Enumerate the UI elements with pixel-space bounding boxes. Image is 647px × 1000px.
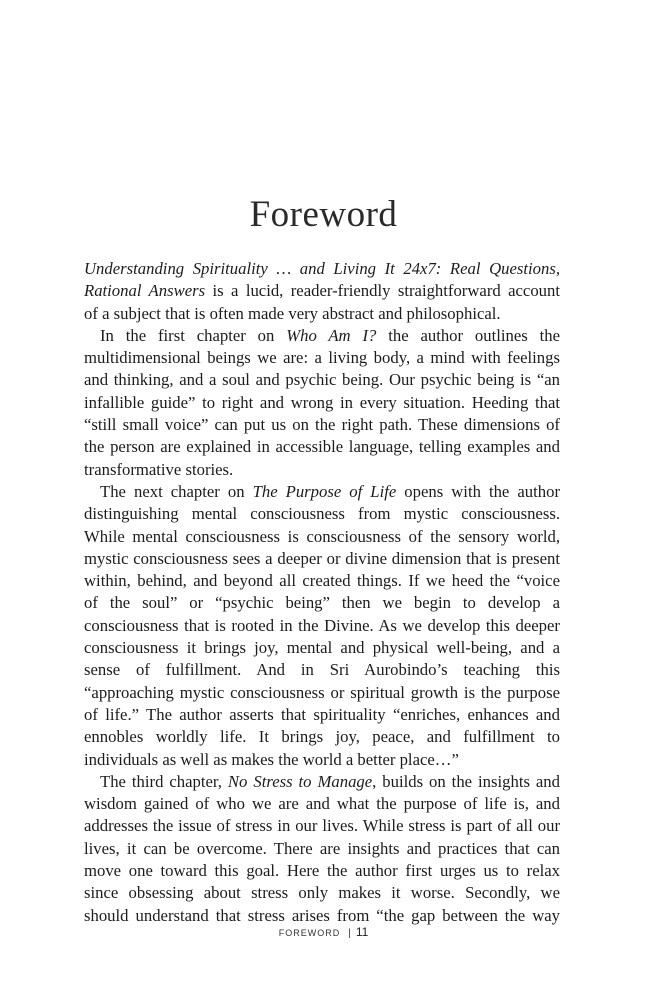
text-run: infallible guide” to right and wrong in every situation. Heeding that: [84, 392, 560, 412]
text-run: wisdom gained of who we are and what the purpose of life is, and: [84, 794, 560, 814]
text-line: [84, 860, 560, 882]
text-run: should understand that stress arises from “the gap between the way: [84, 905, 560, 925]
text-line: [84, 882, 560, 904]
text-run: of a subject that is often made very abstract and philosophical.: [84, 303, 501, 323]
text-line: [84, 481, 560, 503]
text-line: [84, 258, 560, 280]
text-line: [84, 503, 560, 525]
text-run: The third chapter,: [100, 771, 228, 791]
text-run: , builds on the insights and: [372, 771, 560, 791]
italic-title-text: The Purpose of Life: [252, 481, 397, 501]
text-line: [84, 280, 560, 302]
text-run: consciousness it brings joy, mental and physical well-being, and a: [84, 638, 560, 658]
text-run: In the first chapter on: [100, 325, 287, 345]
text-run: the person are explained in accessible language, telling examples and: [84, 437, 560, 457]
text-line: [84, 726, 560, 748]
foreword-body-text: [84, 258, 560, 927]
text-line: [84, 436, 560, 458]
text-run: the author outlines the: [376, 325, 561, 345]
text-run: sense of fulfillment. And in Sri Aurobindo’s teaching this: [84, 660, 560, 680]
text-run: transformative stories.: [84, 459, 234, 479]
text-line: [84, 526, 560, 548]
text-line: [84, 459, 560, 481]
text-line: [84, 682, 560, 704]
text-run: of the soul” or “psychic being” then we begin to develop a: [84, 593, 560, 613]
text-line: [84, 771, 560, 793]
page-number: 11: [355, 925, 369, 939]
italic-title-text: Understanding Spirituality … and Living It 24x7: Real Questions,: [84, 259, 560, 278]
text-line: [84, 615, 560, 637]
text-line: [84, 369, 560, 391]
text-run: is a lucid, reader-friendly straightforward account: [205, 281, 561, 301]
text-line: [84, 749, 560, 771]
text-line: [84, 793, 560, 815]
text-line: [84, 905, 560, 927]
text-run: mystic consciousness sees a deeper or divine dimension that is present: [84, 548, 560, 568]
text-run: consciousness that is rooted in the Divine. As we develop this deeper: [84, 615, 560, 635]
text-run: The next chapter on: [100, 481, 253, 501]
text-line: [84, 704, 560, 726]
text-line: [84, 392, 560, 414]
text-run: distinguishing mental consciousness from mystic consciousness.: [84, 504, 560, 524]
text-run: and thinking, and a soul and psychic being. Our psychic being is “an: [84, 370, 560, 390]
text-line: [84, 548, 560, 570]
text-run: move one toward this goal. Here the author first urges us to relax: [84, 861, 560, 881]
text-run: individuals as well as makes the world a better place…”: [84, 749, 459, 769]
running-footer-label: FOREWORD: [278, 928, 341, 938]
page-footer: [0, 925, 647, 939]
text-line: [84, 570, 560, 592]
text-run: lives, it can be overcome. There are insights and practices that can: [84, 838, 560, 858]
text-line: [84, 637, 560, 659]
italic-title-text: Who Am I?: [286, 325, 377, 345]
text-line: [84, 414, 560, 436]
text-line: [84, 303, 560, 325]
text-run: since obsessing about stress only makes it worse. Secondly, we: [84, 883, 560, 903]
text-line: [84, 815, 560, 837]
text-run: ennobles worldly life. It brings joy, peace, and fulfillment to: [84, 727, 560, 747]
text-run: “still small voice” can put us on the right path. These dimensions of: [84, 415, 560, 435]
text-run: “approaching mystic consciousness or spiritual growth is the purpose: [84, 682, 560, 702]
italic-title-text: Rational Answers: [84, 281, 206, 301]
text-run: of life.” The author asserts that spirituality “enriches, enhances and: [84, 704, 560, 724]
text-line: [84, 347, 560, 369]
italic-title-text: No Stress to Manage: [227, 771, 373, 791]
text-run: multidimensional beings we are: a living body, a mind with feelings: [84, 348, 560, 368]
text-line: [84, 325, 560, 347]
footer-separator: |: [348, 928, 352, 939]
text-run: opens with the author: [396, 481, 560, 501]
text-line: [84, 592, 560, 614]
text-run: While mental consciousness is consciousness of the sensory world,: [84, 526, 560, 546]
page-title: Foreword: [249, 194, 398, 235]
text-line: [84, 659, 560, 681]
text-run: within, behind, and beyond all created things. If we heed the “voice: [84, 571, 560, 591]
text-run: addresses the issue of stress in our lives. While stress is part of all our: [84, 816, 560, 836]
text-line: [84, 838, 560, 860]
